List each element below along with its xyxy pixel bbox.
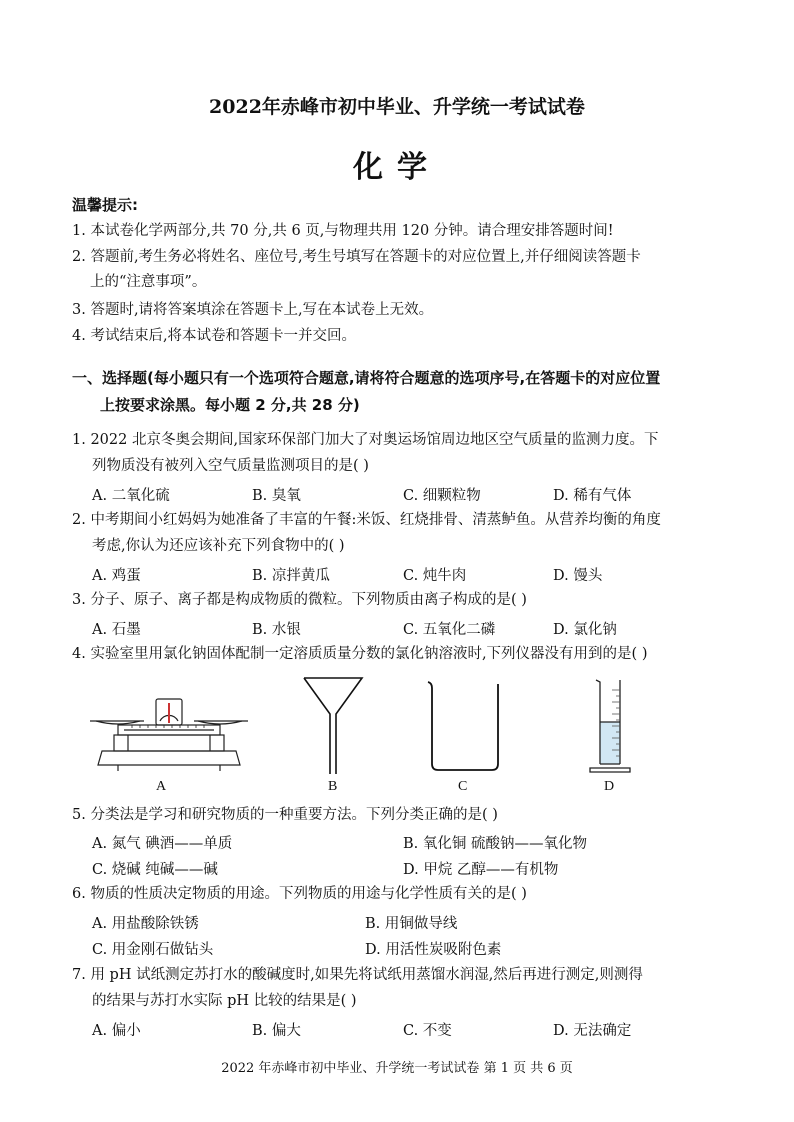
question-3: 3. 分子、原子、离子都是构成物质的微粒。下列物质由离子构成的是( ) [72,592,527,608]
q5-option-c: C. 烧碱 纯碱——碱 [92,862,218,878]
question-4: 4. 实验室里用氯化钠固体配制一定溶质质量分数的氯化钠溶液时,下列仪器没有用到的是( ) [72,646,648,662]
q3-option-d: D. 氯化钠 [553,622,617,638]
beaker-icon [426,680,504,772]
question-1: 1. 2022 北京冬奥会期间,国家环保部门加大了对奥运场馆周边地区空气质量的监测力度。下 [72,432,659,448]
tip-item: 4. 考试结束后,将本试卷和答题卡一并交回。 [72,328,357,344]
q5-option-b: B. 氧化铜 硫酸钠——氧化物 [403,836,587,852]
question-7-cont: 的结果与苏打水实际 pH 比较的结果是( ) [92,993,357,1009]
subject-title: 化学 [353,150,441,185]
question-2: 2. 中考期间小红妈妈为她准备了丰富的午餐:米饭、红烧排骨、清蒸鲈鱼。从营养均衡的角度 [72,512,661,528]
q2-option-a: A. 鸡蛋 [92,568,141,584]
q1-option-a: A. 二氧化硫 [92,488,170,504]
question-5: 5. 分类法是学习和研究物质的一种重要方法。下列分类正确的是( ) [72,807,498,823]
q3-option-b: B. 水银 [252,622,301,638]
tip-item: 1. 本试卷化学两部分,共 70 分,共 6 页,与物理共用 120 分钟。请合理安排答题时间! [72,223,614,239]
q2-option-d: D. 馒头 [553,568,603,584]
apparatus-label-d: D [604,779,615,794]
q5-option-d: D. 甲烷 乙醇——有机物 [403,862,559,878]
q2-option-b: B. 凉拌黄瓜 [252,568,330,584]
apparatus-label-c: C [458,779,468,794]
funnel-icon [302,676,364,776]
section-heading: 一、选择题(每小题只有一个选项符合题意,请将符合题意的选项序号,在答题卡的对应位置 [72,369,661,387]
q7-option-a: A. 偏小 [92,1023,141,1039]
question-2-cont: 考虑,你认为还应该补充下列食物中的( ) [92,538,345,554]
q7-option-d: D. 无法确定 [553,1023,632,1039]
q2-option-c: C. 炖牛肉 [403,568,467,584]
balance-scale-icon [88,693,250,773]
q5-option-a: A. 氮气 碘酒——单质 [92,836,233,852]
apparatus-label-b: B [328,779,338,794]
tip-item: 上的“注意事项”。 [90,274,207,290]
q6-option-a: A. 用盐酸除铁锈 [92,916,199,932]
page-footer: 2022 年赤峰市初中毕业、升学统一考试试卷 第 1 页 共 6 页 [221,1061,573,1076]
question-1-cont: 列物质没有被列入空气质量监测项目的是( ) [92,458,369,474]
apparatus-label-a: A [156,779,167,794]
q6-option-d: D. 用活性炭吸附色素 [365,942,502,958]
section-heading-cont: 上按要求涂黑。每小题 2 分,共 28 分) [100,396,360,414]
tips-heading: 温馨提示: [72,196,138,214]
q1-option-d: D. 稀有气体 [553,488,632,504]
q3-option-a: A. 石墨 [92,622,141,638]
q6-option-b: B. 用铜做导线 [365,916,458,932]
q3-option-c: C. 五氧化二磷 [403,622,496,638]
tip-item: 2. 答题前,考生务必将姓名、座位号,考生号填写在答题卡的对应位置上,并仔细阅读答题卡 [72,249,641,265]
q6-option-c: C. 用金刚石做钻头 [92,942,214,958]
q7-option-c: C. 不变 [403,1023,452,1039]
question-6: 6. 物质的性质决定物质的用途。下列物质的用途与化学性质有关的是( ) [72,886,527,902]
q1-option-c: C. 细颗粒物 [403,488,481,504]
graduated-cylinder-icon [588,676,634,776]
exam-title: 2022年赤峰市初中毕业、升学统一考试试卷 [209,96,585,118]
q7-option-b: B. 偏大 [252,1023,301,1039]
q1-option-b: B. 臭氧 [252,488,301,504]
question-7: 7. 用 pH 试纸测定苏打水的酸碱度时,如果先将试纸用蒸馏水润湿,然后再进行测定,则测得 [72,967,643,983]
tip-item: 3. 答题时,请将答案填涂在答题卡上,写在本试卷上无效。 [72,302,434,318]
